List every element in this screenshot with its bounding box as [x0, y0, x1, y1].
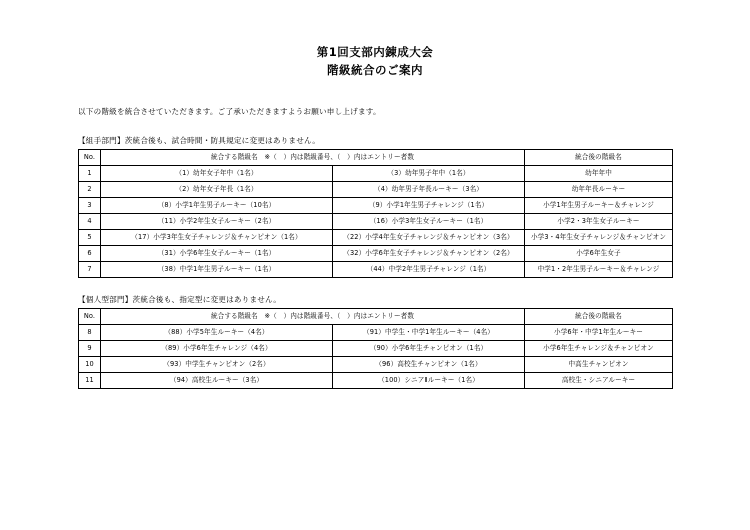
- cell-source-a: （17）小学3年生女子チャレンジ＆チャンピオン（1名）: [101, 230, 333, 246]
- cell-source-b: （22）小学4年生女子チャレンジ＆チャンピオン（3名）: [333, 230, 525, 246]
- cell-result: 小学2・3年生女子ルーキー: [525, 214, 673, 230]
- table-header-row: [79, 150, 673, 166]
- table-row: [79, 214, 673, 230]
- merge-table-kumite: [78, 149, 673, 278]
- cell-source-a: （93）中学生チャンピオン（2名）: [101, 357, 333, 373]
- table-row: [79, 230, 673, 246]
- section-kumite: [78, 135, 672, 278]
- title-line-1: 第1回支部内錬成大会: [316, 45, 434, 59]
- table-row: [79, 166, 673, 182]
- cell-no: 2: [79, 182, 101, 198]
- column-header-no: No.: [79, 150, 101, 166]
- cell-source-b: （3）幼年男子年中（1名）: [333, 166, 525, 182]
- cell-source-b: （32）小学6年生女子チャレンジ＆チャンピオン（2名）: [333, 246, 525, 262]
- cell-source-a: （94）高校生ルーキー（3名）: [101, 373, 333, 389]
- cell-no: 6: [79, 246, 101, 262]
- cell-no: 5: [79, 230, 101, 246]
- page-title: [78, 44, 672, 80]
- cell-source-a: （8）小学1年生男子ルーキー（10名）: [101, 198, 333, 214]
- cell-result: 小学1年生男子ルーキー＆チャレンジ: [525, 198, 673, 214]
- table-row: [79, 341, 673, 357]
- table-row: [79, 262, 673, 278]
- cell-source-a: （1）幼年女子年中（1名）: [101, 166, 333, 182]
- cell-result: 幼年年長ルーキー: [525, 182, 673, 198]
- section-heading-kata: 【個人型部門】茨統合後も、指定型に変更はありません。: [78, 295, 282, 305]
- merge-table-kata: [78, 308, 673, 389]
- cell-no: 8: [79, 325, 101, 341]
- cell-result: 中高生チャンピオン: [525, 357, 673, 373]
- cell-result: 小学6年・中学1年生ルーキー: [525, 325, 673, 341]
- cell-result: 小学3・4年生女子チャレンジ＆チャンピオン: [525, 230, 673, 246]
- column-header-source: 統合する階級名 ※（ ）内は階級番号、（ ）内はエントリー者数: [101, 309, 525, 325]
- table-row: [79, 182, 673, 198]
- table-row: [79, 246, 673, 262]
- cell-no: 10: [79, 357, 101, 373]
- cell-source-a: （2）幼年女子年長（1名）: [101, 182, 333, 198]
- cell-source-b: （96）高校生チャンピオン（1名）: [333, 357, 525, 373]
- cell-source-a: （31）小学6年生女子ルーキー（1名）: [101, 246, 333, 262]
- cell-no: 9: [79, 341, 101, 357]
- cell-source-b: （44）中学2年生男子チャレンジ（1名）: [333, 262, 525, 278]
- table-row: [79, 357, 673, 373]
- cell-source-a: （89）小学6年生チャレンジ（4名）: [101, 341, 333, 357]
- section-kata: [78, 294, 672, 389]
- table-header-row: [79, 309, 673, 325]
- cell-no: 11: [79, 373, 101, 389]
- cell-source-a: （38）中学1年生男子ルーキー（1名）: [101, 262, 333, 278]
- cell-source-b: （9）小学1年生男子チャレンジ（1名）: [333, 198, 525, 214]
- cell-result: 小学6年生チャレンジ＆チャンピオン: [525, 341, 673, 357]
- cell-source-b: （90）小学6年生チャンピオン（1名）: [333, 341, 525, 357]
- cell-result: 小学6年生女子: [525, 246, 673, 262]
- cell-source-a: （11）小学2年生女子ルーキー（2名）: [101, 214, 333, 230]
- cell-source-a: （88）小学5年生ルーキー（4名）: [101, 325, 333, 341]
- title-line-2: 階級統合のご案内: [327, 62, 423, 77]
- column-header-result: 統合後の階級名: [525, 150, 673, 166]
- column-header-source: 統合する階級名 ※（ ）内は階級番号、（ ）内はエントリー者数: [101, 150, 525, 166]
- column-header-no: No.: [79, 309, 101, 325]
- column-header-result: 統合後の階級名: [525, 309, 673, 325]
- cell-no: 3: [79, 198, 101, 214]
- cell-result: 中学1・2年生男子ルーキー＆チャレンジ: [525, 262, 673, 278]
- cell-source-b: （91）中学生・中学1年生ルーキー（4名）: [333, 325, 525, 341]
- cell-source-b: （4）幼年男子年長ルーキー（3名）: [333, 182, 525, 198]
- table-row: [79, 325, 673, 341]
- section-heading-kumite: 【組手部門】茨統合後も、試合時間・防具規定に変更はありません。: [78, 136, 321, 146]
- cell-no: 7: [79, 262, 101, 278]
- table-row: [79, 198, 673, 214]
- cell-result: 幼年年中: [525, 166, 673, 182]
- cell-no: 4: [79, 214, 101, 230]
- cell-result: 高校生・シニアルーキー: [525, 373, 673, 389]
- intro-paragraph: 以下の階級を統合させていただきます。ご了承いただきますようお願い申し上げます。: [78, 106, 381, 116]
- cell-no: 1: [79, 166, 101, 182]
- table-row: [79, 373, 673, 389]
- cell-source-b: （100）シニアⅡルーキー（1名）: [333, 373, 525, 389]
- cell-source-b: （16）小学3年生女子ルーキー（1名）: [333, 214, 525, 230]
